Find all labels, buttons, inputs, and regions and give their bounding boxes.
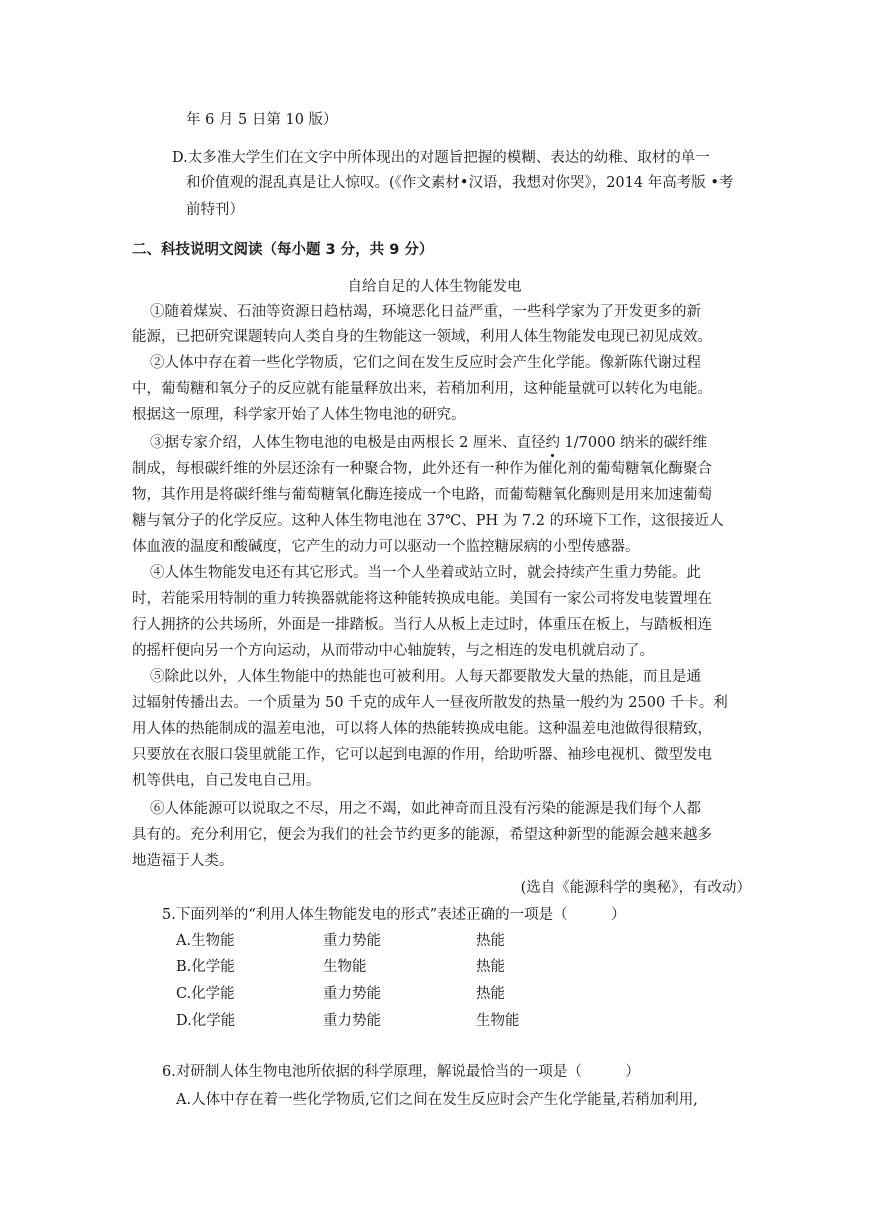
paragraph-5-line-4: 只要放在衣服口袋里就能工作，它可以起到电源的作用，给助听器、袖珍电视机、微型发电	[132, 747, 712, 763]
paragraph-5-line-5: 机等供电，自己发电自己用。	[132, 773, 321, 789]
paragraph-6-line-3: 地造福于人类。	[132, 853, 234, 869]
paragraph-4-line-3: 行人拥挤的公共场所，外面是一排踏板。当行人从板上走过时，体重压在板上，与踏板相连	[132, 617, 712, 633]
paragraph-1-line-2: 能源，已把研究课题转向人类自身的生物能这一领域，利用人体生物能发电现已初见成效。	[132, 329, 712, 345]
paragraph-3-line-1-part-b: 1/7000 纳米的碳纤维	[559, 435, 708, 451]
q5-option-d-col-2: 重力势能	[323, 1013, 381, 1029]
q5-option-b-col-1: B.化学能	[176, 959, 235, 975]
paragraph-4-line-4: 的摇杆便向另一个方向运动，从而带动中心轴旋转，与之相连的发电机就启动了。	[132, 643, 654, 659]
paragraph-5-line-2: 过辐射传播出去。一个质量为 50 千克的成年人一昼夜所散发的热量一般约为 2500 千卡。利	[132, 695, 728, 711]
q5-option-c-col-2: 重力势能	[323, 986, 381, 1002]
q5-option-a-col-3: 热能	[476, 933, 505, 949]
paragraph-3-line-1	[150, 433, 707, 453]
q5-option-d-col-1: D.化学能	[176, 1013, 236, 1029]
q5-option-c-col-1: C.化学能	[176, 986, 235, 1002]
paragraph-3-line-3: 物，其作用是将碳纤维与葡萄糖氧化酶连接成一个电路，而葡萄糖氧化酶则是用来加速葡萄	[132, 487, 712, 503]
question-6-stem: 6.对研制人体生物电池所依据的科学原理，解说最恰当的一项是（ ）	[162, 1064, 640, 1080]
q6-option-a: A.人体中存在着一些化学物质,它们之间在发生反应时会产生化学能量,若稍加利用,	[176, 1092, 698, 1108]
question-5-stem: 5.下面列举的“利用人体生物能发电的形式”表述正确的一项是（ ）	[162, 907, 626, 923]
section-heading: 二、科技说明文阅读（每小题 3 分，共 9 分）	[132, 242, 434, 258]
paragraph-5-line-1: ⑤除此以外，人体生物能中的热能也可被利用。人每天都要散发大量的热能，而且是通	[150, 669, 701, 685]
emphasis-dot-char: 约	[545, 435, 560, 451]
q5-option-a-col-2: 重力势能	[323, 933, 381, 949]
q5-option-a-col-1: A.生物能	[176, 933, 235, 949]
paragraph-2-line-1: ②人体中存在着一些化学物质，它们之间在发生反应时会产生化学能。像新陈代谢过程	[150, 355, 701, 371]
paragraph-1-line-1: ①随着煤炭、石油等资源日趋枯竭，环境恶化日益严重，一些科学家为了开发更多的新	[150, 304, 701, 320]
q5-option-d-col-3: 生物能	[476, 1013, 520, 1029]
paragraph-2-line-2: 中，葡萄糖和氧分子的反应就有能量释放出来，若稍加利用，这种能量就可以转化为电能。	[132, 381, 712, 397]
paragraph-2-line-3: 根据这一原理，科学家开始了人体生物电池的研究。	[132, 407, 466, 423]
q5-option-b-col-3: 热能	[476, 959, 505, 975]
paragraph-4-line-2: 时，若能采用特制的重力转换器就能将这种能转换成电能。美国有一家公司将发电装置埋在	[132, 591, 712, 607]
article-title: 自给自足的人体生物能发电	[347, 279, 522, 295]
option-d-line-1: D.太多准大学生们在文字中所体现出的对题旨把握的模糊、表达的幼稚、取材的单一	[172, 150, 710, 166]
option-c-tail: 年 6 月 5 日第 10 版）	[186, 112, 338, 128]
paragraph-4-line-1: ④人体生物能发电还有其它形式。当一个人坐着或站立时，就会持续产生重力势能。此	[150, 565, 701, 581]
paragraph-6-line-1: ⑥人体能源可以说取之不尽，用之不竭，如此神奇而且没有污染的能源是我们每个人都	[150, 801, 701, 817]
option-d-line-3: 前特刊）	[186, 202, 244, 218]
paragraph-3-line-2: 制成，每根碳纤维的外层还涂有一种聚合物，此外还有一种作为催化剂的葡萄糖氧化酶聚合	[132, 461, 712, 477]
q5-option-c-col-3: 热能	[476, 986, 505, 1002]
paragraph-3-line-5: 体血液的温度和酸碱度，它产生的动力可以驱动一个监控糖尿病的小型传感器。	[132, 539, 640, 555]
source-citation: (选自《能源科学的奥秘》，有改动）	[520, 880, 751, 896]
paragraph-5-line-3: 用人体的热能制成的温差电池，可以将人体的热能转换成电能。这种温差电池做得很精致，	[132, 721, 712, 737]
q5-option-b-col-2: 生物能	[323, 959, 367, 975]
option-d-line-2: 和价值观的混乱真是让人惊叹。(《作文素材•汉语，我想对你哭》，2014 年高考版 •考	[186, 175, 734, 191]
paragraph-6-line-2: 具有的。充分利用它，便会为我们的社会节约更多的能源，希望这种新型的能源会越来越多	[132, 827, 712, 843]
paragraph-3-line-4: 糖与氧分子的化学反应。这种人体生物电池在 37℃、PH 为 7.2 的环境下工作，这很接近人	[132, 513, 724, 529]
paragraph-3-line-1-part-a: ③据专家介绍，人体生物电池的电极是由两根长 2 厘米、直径	[150, 435, 546, 451]
